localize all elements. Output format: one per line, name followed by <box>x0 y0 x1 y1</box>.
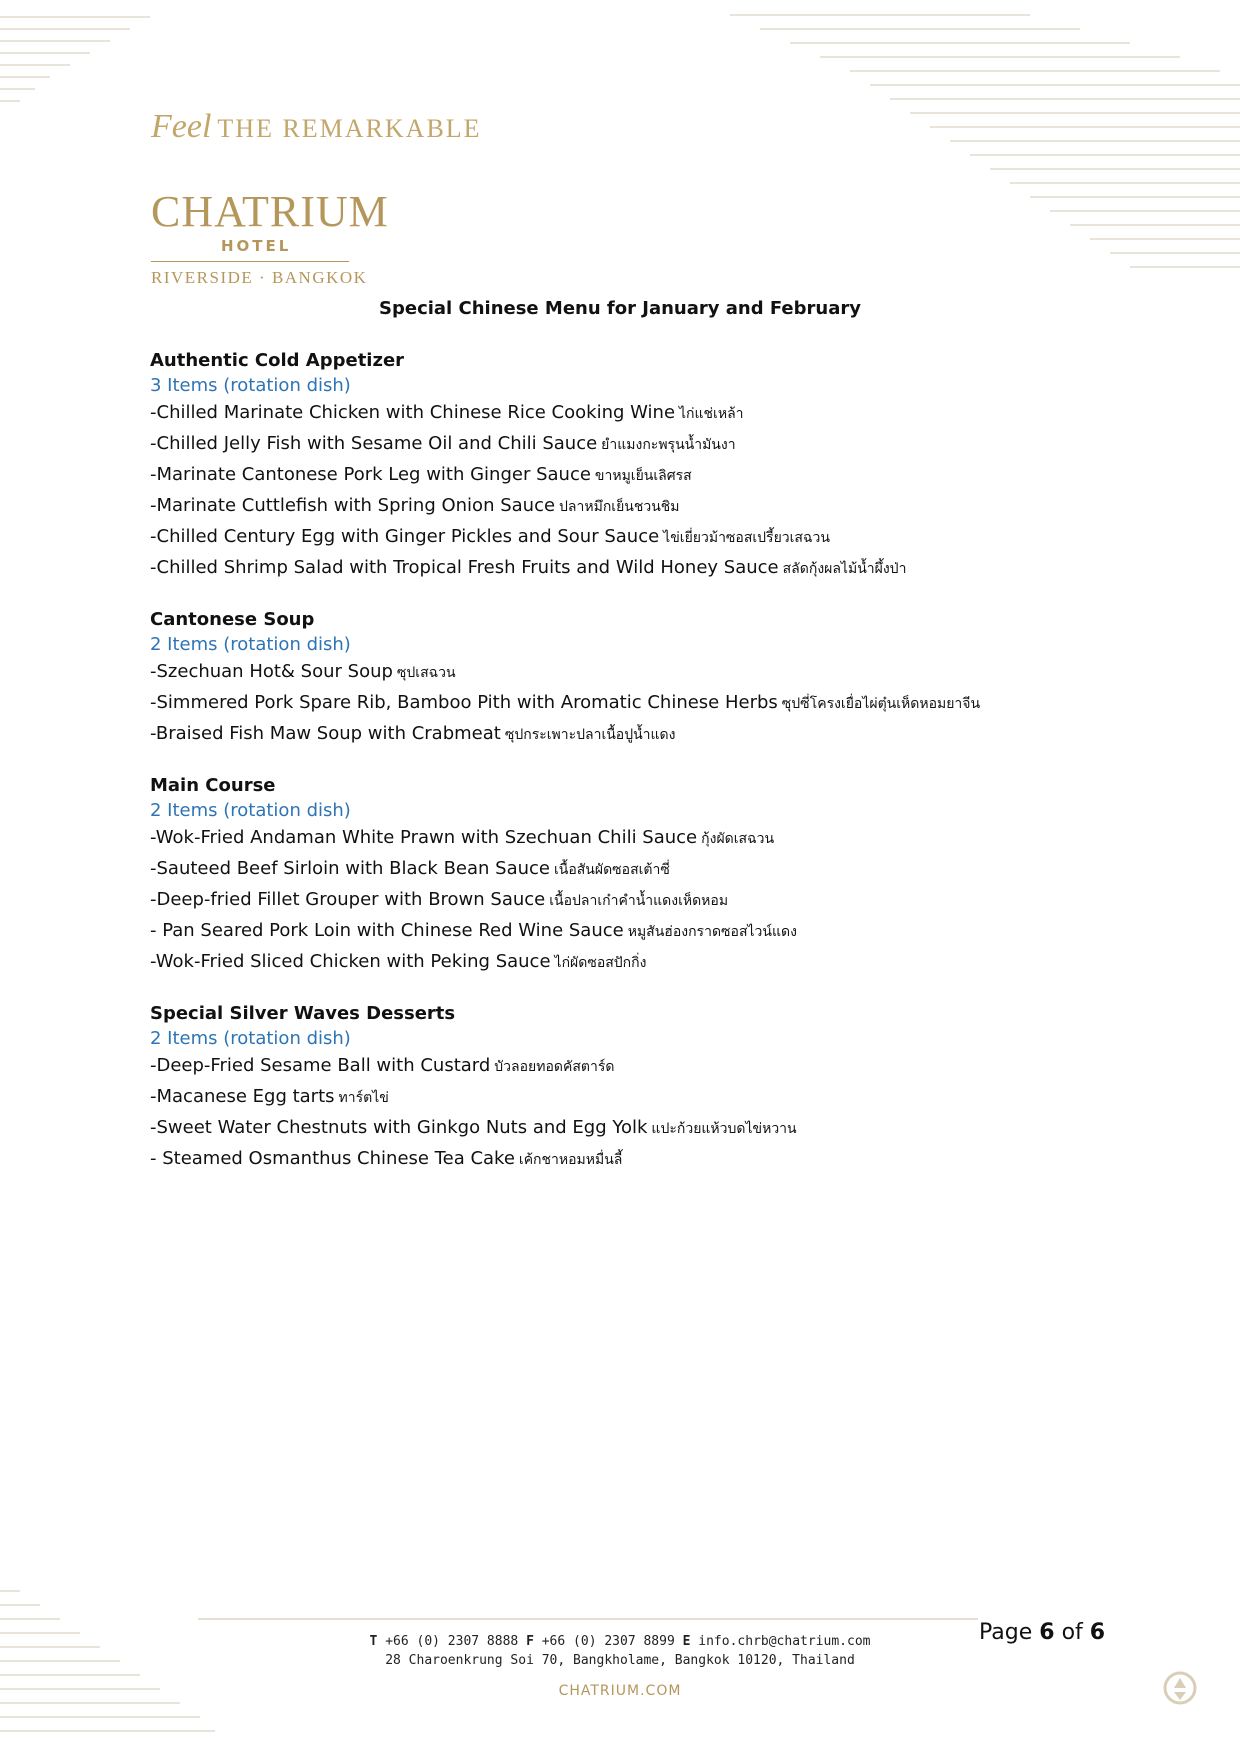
menu-item <box>150 947 1050 978</box>
menu-item-th: ขาหมูเย็นเลิศรส <box>594 468 692 484</box>
menu-item <box>150 1082 1050 1113</box>
logo-location: RIVERSIDE · BANGKOK <box>151 268 368 287</box>
page-total: 6 <box>1089 1620 1106 1645</box>
footer-website[interactable]: CHATRIUM.COM <box>558 1683 682 1699</box>
menu-item-en: -Chilled Shrimp Salad with Tropical Fresh Fruits and Wild Honey Sauce <box>150 557 779 578</box>
decorative-stripes-top-left <box>0 0 160 130</box>
menu-item-en: - Pan Seared Pork Loin with Chinese Red Wine Sauce <box>150 920 624 941</box>
tel-number: +66 (0) 2307 8888 <box>385 1634 519 1649</box>
menu-item-th: กุ้งผัดเสฉวน <box>701 831 775 847</box>
menu-item-th: เนื้อปลาเก๋าคำน้ำแดงเห็ดหอม <box>549 893 729 909</box>
menu-item-th: เค้กชาหอมหมื่นลี้ <box>518 1152 623 1168</box>
menu-item-en: -Marinate Cuttlefish with Spring Onion Sauce <box>150 495 556 516</box>
logo-brand: CHATRIUM <box>151 187 389 236</box>
menu-item-th: ยำแมงกะพรุนน้ำมันงา <box>601 437 736 453</box>
menu-item <box>150 429 1050 460</box>
menu-item-en: -Chilled Marinate Chicken with Chinese Rice Cooking Wine <box>150 402 676 423</box>
tel-label: T <box>369 1634 378 1649</box>
menu-item-th: บัวลอยทอดคัสตาร์ด <box>494 1059 615 1075</box>
decorative-stripes-bottom-left <box>0 1580 220 1755</box>
page-word: Page <box>979 1620 1033 1645</box>
tagline-feel: Feel <box>151 108 212 145</box>
menu-item <box>150 522 1050 553</box>
menu-item <box>150 1144 1050 1175</box>
menu-item-th: เนื้อสันผัดซอสเต้าซี่ <box>554 862 670 878</box>
fax-label: F <box>526 1634 534 1649</box>
menu-item <box>150 854 1050 885</box>
menu-item-en: -Chilled Century Egg with Ginger Pickles and Sour Sauce <box>150 526 660 547</box>
email-label: E <box>682 1634 691 1649</box>
section-cantonese-soup <box>150 607 1050 750</box>
section-heading: Cantonese Soup <box>150 609 315 630</box>
menu-item <box>150 460 1050 491</box>
section-heading: Authentic Cold Appetizer <box>150 350 405 371</box>
recycle-icon <box>1162 1670 1198 1706</box>
menu-item-en: -Marinate Cantonese Pork Leg with Ginger Sauce <box>150 464 591 485</box>
menu-item-en: -Deep-Fried Sesame Ball with Custard <box>150 1055 491 1076</box>
menu-item-th: แปะก้วยแห้วบดไข่หวาน <box>651 1121 797 1137</box>
menu-item <box>150 719 1050 750</box>
footer-contact <box>340 1632 900 1670</box>
menu-item-en: -Deep-fried Fillet Grouper with Brown Sauce <box>150 889 546 910</box>
menu-item-th: ทาร์ตไข่ <box>338 1090 389 1106</box>
menu-item-th: ไก่แช่เหล้า <box>679 406 744 422</box>
footer-address: 28 Charoenkrung Soi 70, Bangkholame, Bangkok 10120, Thailand <box>385 1653 855 1668</box>
menu-item <box>150 885 1050 916</box>
menu-item-th: สลัดกุ้งผลไม้น้ำผึ้งป่า <box>782 561 907 577</box>
section-heading: Main Course <box>150 775 276 796</box>
menu-item-th: ซุปเสฉวน <box>396 665 456 681</box>
menu-item-th: ไข่เยี่ยวม้าซอสเปรี้ยวเสฉวน <box>663 530 830 546</box>
menu-item-th: ไก่ผัดซอสปักกิ่ง <box>554 955 647 971</box>
menu-content <box>150 348 1050 1198</box>
menu-item-en: -Macanese Egg tarts <box>150 1086 335 1107</box>
section-desserts <box>150 1001 1050 1175</box>
section-subheading: 2 Items (rotation dish) <box>150 634 351 655</box>
section-subheading: 2 Items (rotation dish) <box>150 1028 351 1049</box>
menu-item-en: -Simmered Pork Spare Rib, Bamboo Pith with Aromatic Chinese Herbs <box>150 692 778 713</box>
section-subheading: 3 Items (rotation dish) <box>150 375 351 396</box>
page-current: 6 <box>1039 1620 1055 1645</box>
menu-item-en: -Sweet Water Chestnuts with Ginkgo Nuts and Egg Yolk <box>150 1117 648 1138</box>
menu-item <box>150 657 1050 688</box>
menu-item-en: -Sauteed Beef Sirloin with Black Bean Sauce <box>150 858 550 879</box>
page-of: of <box>1061 1620 1083 1645</box>
section-main-course <box>150 773 1050 978</box>
footer-contact-line <box>340 1632 900 1651</box>
menu-item-en: -Chilled Jelly Fish with Sesame Oil and Chili Sauce <box>150 433 598 454</box>
menu-item <box>150 1051 1050 1082</box>
logo-hotel: HOTEL <box>221 237 292 255</box>
footer-divider <box>198 1618 978 1620</box>
menu-item-th: หมูสันฮ่องกราดซอสไวน์แดง <box>627 924 797 940</box>
menu-item <box>150 491 1050 522</box>
fax-number: +66 (0) 2307 8899 <box>541 1634 675 1649</box>
menu-item <box>150 916 1050 947</box>
menu-item-en: - Steamed Osmanthus Chinese Tea Cake <box>150 1148 515 1169</box>
menu-item-th: ซุปกระเพาะปลาเนื้อปูน้ำแดง <box>504 727 676 743</box>
page-title: Special Chinese Menu for January and February <box>379 298 861 319</box>
email-address[interactable]: info.chrb@chatrium.com <box>698 1634 871 1649</box>
section-cold-appetizer <box>150 348 1050 584</box>
page-number <box>979 1620 1105 1645</box>
hotel-logo <box>151 187 389 288</box>
menu-item <box>150 1113 1050 1144</box>
menu-item-th: ซุปซี่โครงเยื่อไผ่ตุ๋นเห็ดหอมยาจีน <box>781 696 981 712</box>
menu-item-en: -Wok-Fried Andaman White Prawn with Szechuan Chili Sauce <box>150 827 698 848</box>
menu-item-en: -Szechuan Hot& Sour Soup <box>150 661 393 682</box>
menu-item <box>150 823 1050 854</box>
tagline-rest: THE REMARKABLE <box>217 114 482 143</box>
menu-item-en: -Wok-Fried Sliced Chicken with Peking Sauce <box>150 951 551 972</box>
section-subheading: 2 Items (rotation dish) <box>150 800 351 821</box>
menu-item <box>150 553 1050 584</box>
menu-item-en: -Braised Fish Maw Soup with Crabmeat <box>150 723 501 744</box>
section-heading: Special Silver Waves Desserts <box>150 1003 456 1024</box>
tagline <box>151 108 482 146</box>
menu-item <box>150 688 1050 719</box>
logo-rule <box>151 261 349 262</box>
menu-item-th: ปลาหมึกเย็นชวนชิม <box>559 499 680 515</box>
menu-item <box>150 398 1050 429</box>
decorative-stripes-top-right <box>720 0 1240 290</box>
